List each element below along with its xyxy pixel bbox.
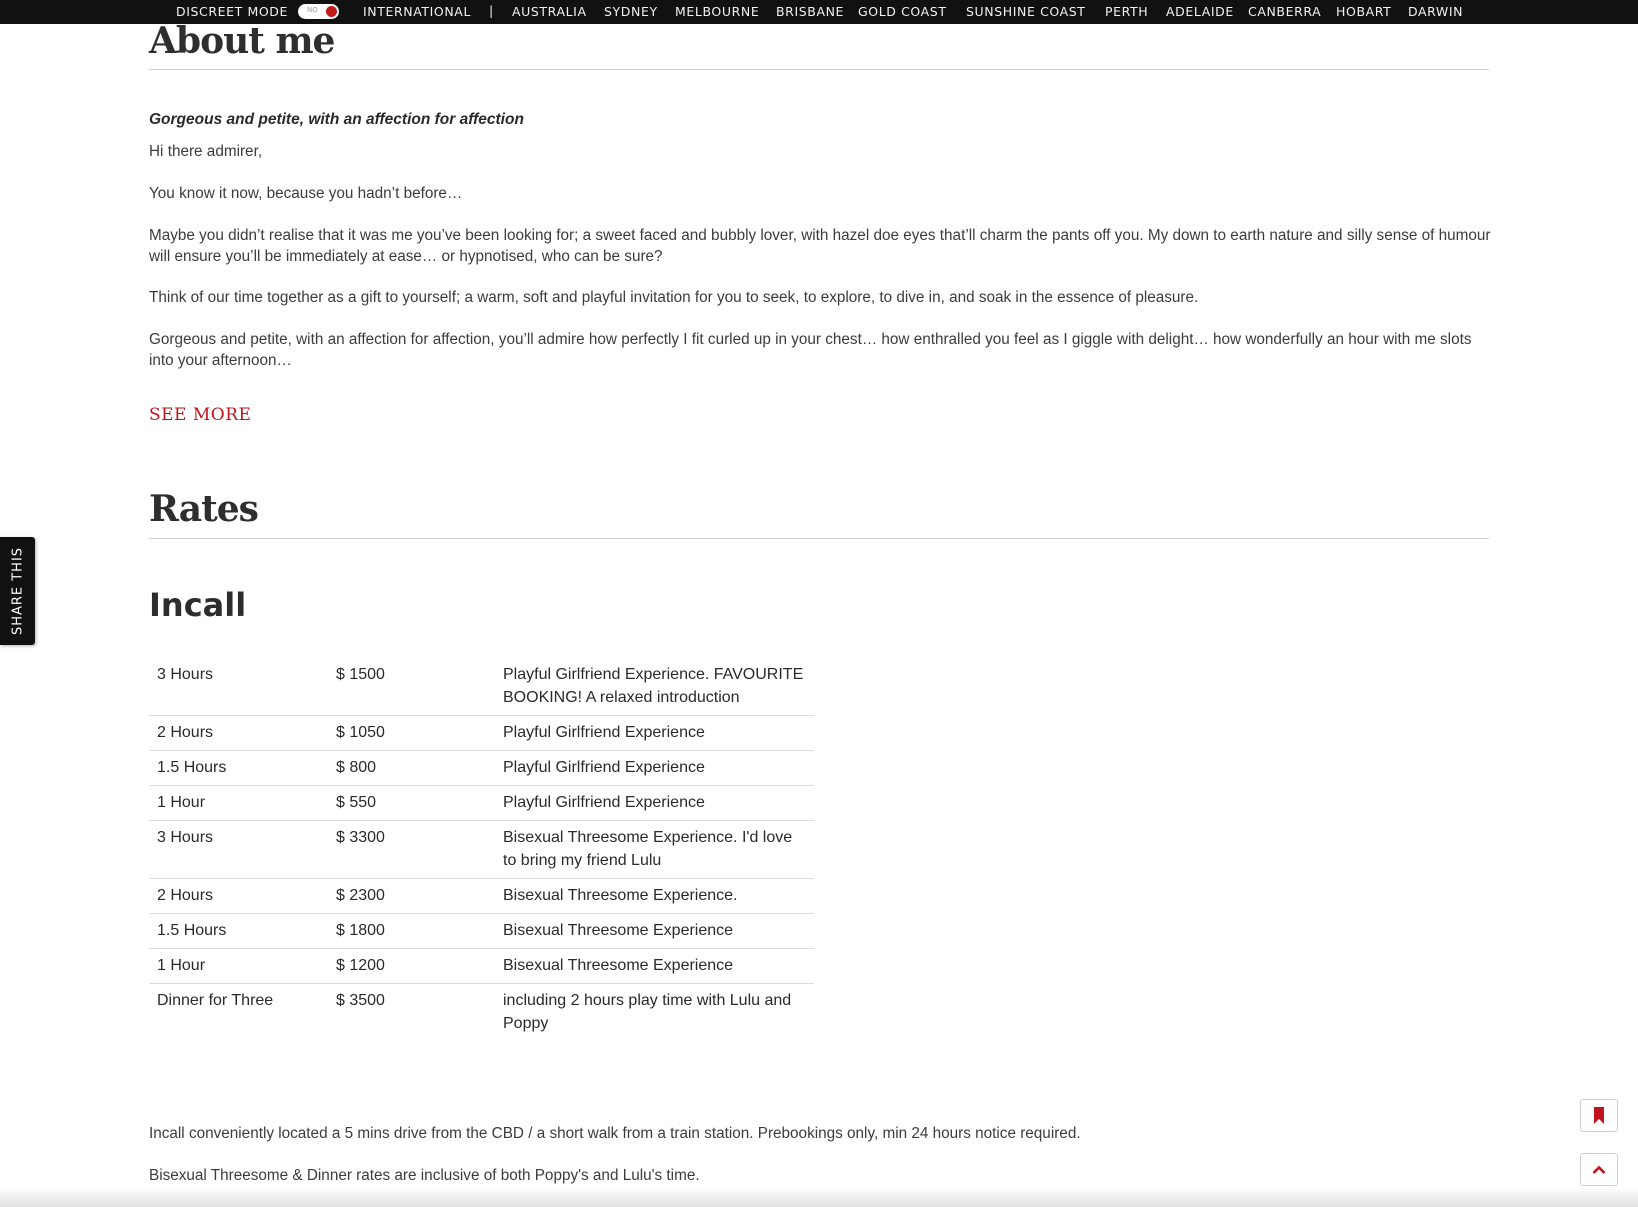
bottom-edge-shadow	[0, 1187, 1638, 1207]
rate-duration: 1.5 Hours	[157, 922, 227, 939]
rates-table	[149, 658, 814, 1041]
rate-description: Playful Girlfriend Experience. FAVOURITE BOOKING! A relaxed introduction	[503, 666, 804, 706]
table-row	[149, 949, 814, 984]
rate-price: $ 1500	[336, 666, 385, 683]
table-row	[149, 751, 814, 786]
rate-duration: 1 Hour	[157, 794, 206, 811]
table-row	[149, 879, 814, 914]
rate-duration: 2 Hours	[157, 887, 214, 904]
about-paragraph: Maybe you didn’t realise that it was me you’ve been looking for; a sweet faced and bubbly lover, with hazel doe eyes that’ll charm the pants off you. My down to earth nature and silly sense of humour will ensure you’ll be immediately at ease… or hypnotised, who can be sure?	[149, 227, 1491, 265]
incall-location-note: Incall conveniently located a 5 mins drive from the CBD / a short walk from a train station. Prebookings only, min 24 hours notice required.	[149, 1125, 1081, 1142]
share-this-label: SHARE THIS	[10, 546, 25, 636]
bookmark-button[interactable]	[1580, 1099, 1618, 1132]
discreet-mode-label: DISCREET MODE	[176, 4, 289, 19]
scroll-to-top-button[interactable]	[1580, 1153, 1618, 1186]
rate-description: Bisexual Threesome Experience.	[503, 887, 738, 904]
nav-item-darwin[interactable]: DARWIN	[1408, 4, 1464, 19]
nav-item-gold-coast[interactable]: GOLD COAST	[858, 4, 947, 19]
about-paragraph: Gorgeous and petite, with an affection for affection, you’ll admire how perfectly I fit curled up in your chest… how enthralled you feel as I giggle with delight… how wonderfully an hour with me slots into your afternoon…	[149, 331, 1472, 369]
about-divider	[149, 69, 1489, 70]
rate-duration: 1.5 Hours	[157, 759, 227, 776]
table-row	[149, 658, 814, 716]
nav-item-australia[interactable]: AUSTRALIA	[512, 4, 587, 19]
about-paragraph: Think of our time together as a gift to yourself; a warm, soft and playful invitation for you to seek, to explore, to dive in, and soak in the essence of pleasure.	[149, 289, 1199, 306]
rate-description: including 2 hours play time with Lulu and Poppy	[503, 992, 792, 1032]
rate-description: Playful Girlfriend Experience	[503, 724, 705, 741]
nav-item-sydney[interactable]: SYDNEY	[604, 4, 658, 19]
rate-duration: 3 Hours	[157, 666, 214, 683]
see-more-link[interactable]: SEE MORE	[149, 405, 252, 425]
toggle-knob	[326, 6, 337, 17]
bookmark-icon	[1593, 1107, 1605, 1124]
rate-price: $ 1200	[336, 957, 385, 974]
nav-item-sunshine-coast[interactable]: SUNSHINE COAST	[966, 4, 1086, 19]
rate-description: Bisexual Threesome Experience	[503, 922, 734, 939]
rate-price: $ 800	[336, 759, 377, 776]
about-paragraph: Hi there admirer,	[149, 143, 263, 160]
nav-item-perth[interactable]: PERTH	[1105, 4, 1149, 19]
table-row	[149, 786, 814, 821]
chevron-up-icon	[1592, 1165, 1606, 1175]
rate-description: Bisexual Threesome Experience. I'd love to bring my friend Lulu	[503, 829, 793, 869]
nav-separator: |	[489, 3, 494, 18]
table-row	[149, 914, 814, 949]
about-paragraph: You know it now, because you hadn’t before…	[149, 185, 463, 202]
nav-item-brisbane[interactable]: BRISBANE	[776, 4, 845, 19]
threesome-rates-note: Bisexual Threesome & Dinner rates are inclusive of both Poppy's and Lulu's time.	[149, 1167, 700, 1184]
nav-item-canberra[interactable]: CANBERRA	[1248, 4, 1322, 19]
table-row	[149, 821, 814, 879]
rate-price: $ 1800	[336, 922, 385, 939]
rate-price: $ 2300	[336, 887, 385, 904]
rate-description: Playful Girlfriend Experience	[503, 794, 705, 811]
discreet-mode-toggle[interactable]	[298, 4, 339, 19]
rate-duration: 3 Hours	[157, 829, 214, 846]
rate-price: $ 1050	[336, 724, 385, 741]
toggle-state-text: NO	[307, 6, 318, 14]
about-heading: About me	[149, 20, 335, 62]
rate-description: Playful Girlfriend Experience	[503, 759, 705, 776]
rates-heading: Rates	[149, 488, 258, 530]
rate-duration: 2 Hours	[157, 724, 214, 741]
rate-price: $ 550	[336, 794, 377, 811]
nav-item-melbourne[interactable]: MELBOURNE	[675, 4, 760, 19]
nav-item-international[interactable]: INTERNATIONAL	[363, 4, 472, 19]
rate-price: $ 3500	[336, 992, 385, 1009]
nav-item-hobart[interactable]: HOBART	[1336, 4, 1392, 19]
rate-price: $ 3300	[336, 829, 385, 846]
share-this-tab[interactable]	[0, 537, 35, 645]
table-row	[149, 716, 814, 751]
rate-duration: Dinner for Three	[157, 992, 274, 1009]
table-row	[149, 984, 814, 1042]
rate-description: Bisexual Threesome Experience	[503, 957, 734, 974]
incall-heading: Incall	[149, 586, 247, 624]
rate-duration: 1 Hour	[157, 957, 206, 974]
nav-item-adelaide[interactable]: ADELAIDE	[1166, 4, 1234, 19]
about-tagline: Gorgeous and petite, with an affection for affection	[149, 111, 524, 128]
rates-divider	[149, 538, 1489, 539]
